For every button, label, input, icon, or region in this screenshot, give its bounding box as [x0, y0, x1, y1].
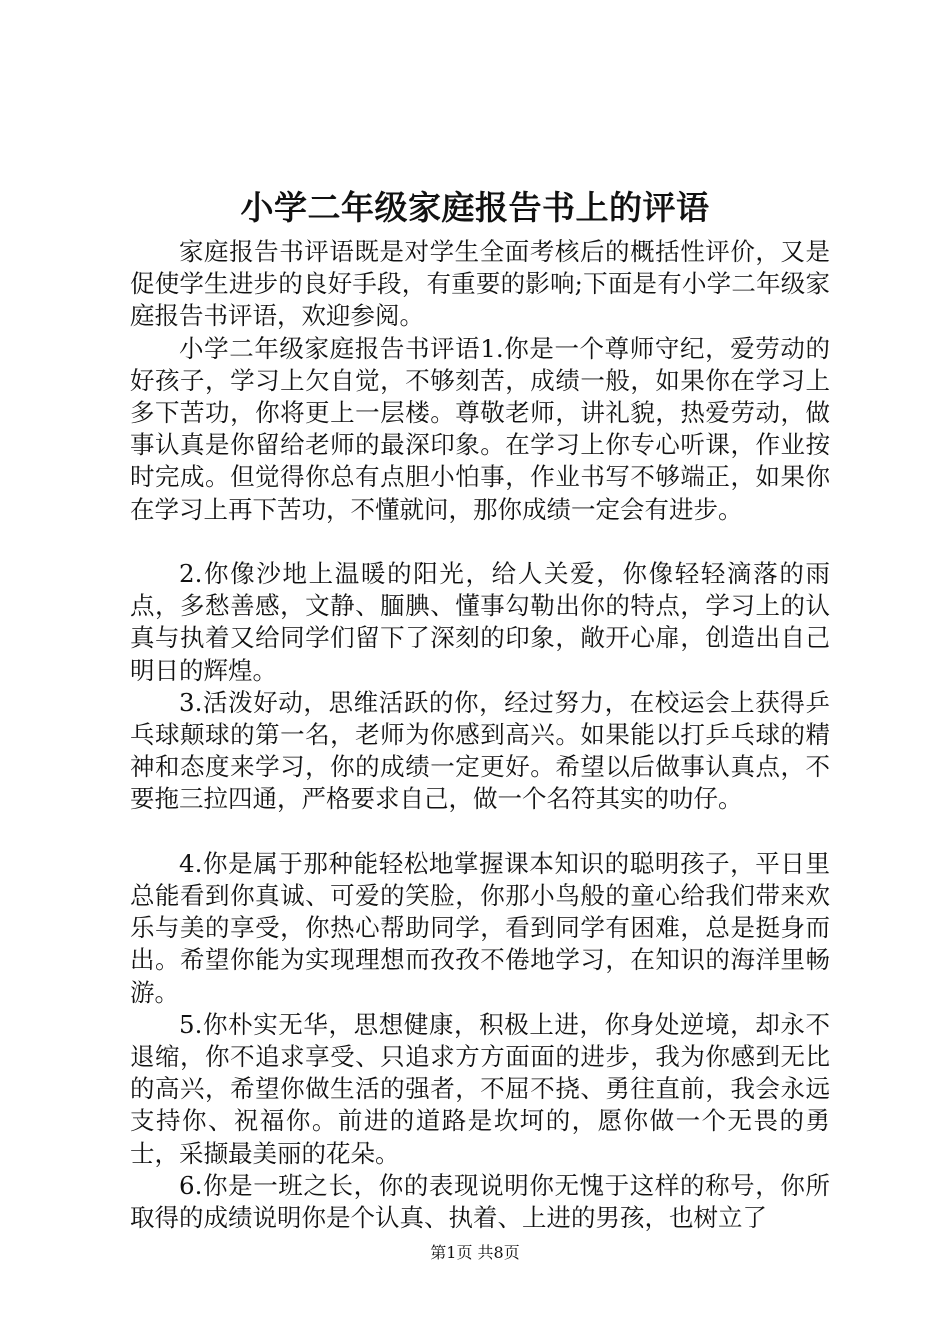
- page-number-footer: 第1页 共8页: [430, 1243, 520, 1262]
- paragraph-comment-4: 4.你是属于那种能轻松地掌握课本知识的聪明孩子，平日里总能看到你真诚、可爱的笑脸，你那小鸟般的童心给我们带来欢乐与美的享受，你热心帮助同学，看到同学有困难，总是挺身而出。希望你能为实现理想而孜孜不倦地学习，在知识的海洋里畅游。: [130, 848, 830, 1007]
- paragraph-intro: 家庭报告书评语既是对学生全面考核后的概括性评价，又是促使学生进步的良好手段，有重要的影响;下面是有小学二年级家庭报告书评语，欢迎参阅。: [130, 237, 830, 331]
- document-title: 小学二年级家庭报告书上的评语: [240, 188, 710, 227]
- document-body: [130, 236, 830, 1234]
- paragraph-comment-5: 5.你朴实无华，思想健康，积极上进，你身处逆境，却永不退缩，你不追求享受、只追求方方面面的进步，我为你感到无比的高兴，希望你做生活的强者，不屈不挠、勇往直前，我会永远支持你、祝福你。前进的道路是坎坷的，愿你做一个无畏的勇士，采撷最美丽的花朵。: [130, 1009, 830, 1168]
- paragraph-comment-1: 小学二年级家庭报告书评语1.你是一个尊师守纪，爱劳动的好孩子，学习上欠自觉，不够刻苦，成绩一般，如果你在学习上多下苦功，你将更上一层楼。尊敬老师，讲礼貌，热爱劳动，做事认真是你留给老师的最深印象。在学习上你专心听课，作业按时完成。但觉得你总有点胆小怕事，作业书写不够端正，如果你在学习上再下苦功，不懂就问，那你成绩一定会有进步。: [130, 333, 830, 524]
- paragraph-comment-6: 6.你是一班之长，你的表现说明你无愧于这样的称号，你所取得的成绩说明你是个认真、执着、上进的男孩，也树立了: [130, 1170, 830, 1233]
- paragraph-comment-3: 3.活泼好动，思维活跃的你，经过努力，在校运会上获得乒乓球颠球的第一名，老师为你感到高兴。如果能以打乒乓球的精神和态度来学习，你的成绩一定更好。希望以后做事认真点，不要拖三拉四通，严格要求自己，做一个名符其实的叻仔。: [130, 687, 830, 814]
- paragraph-comment-2: 2.你像沙地上温暖的阳光，给人关爱，你像轻轻滴落的雨点，多愁善感，文静、腼腆、懂事勾勒出你的特点，学习上的认真与执着又给同学们留下了深刻的印象，敞开心扉，创造出自己明日的辉煌。: [130, 559, 830, 685]
